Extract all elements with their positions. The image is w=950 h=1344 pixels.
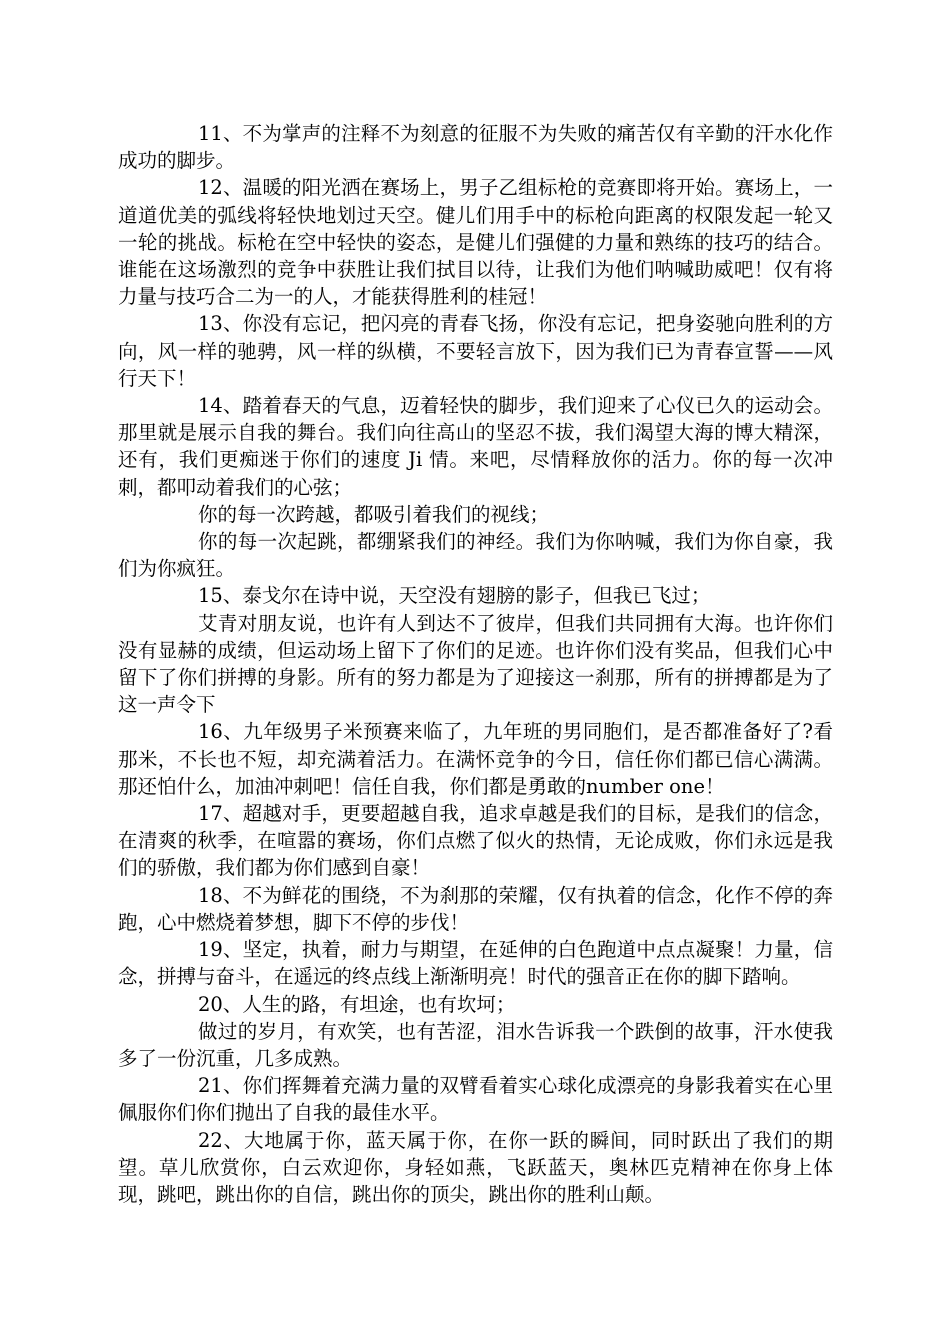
paragraph-20-continued: 做过的岁月，有欢笑，也有苦涩，泪水告诉我一个跌倒的故事，汗水使我多了一份沉重，几多成熟。	[118, 1019, 833, 1070]
paragraph-13: 13、你没有忘记，把闪亮的青春飞扬，你没有忘记，把身姿驰向胜利的方向，风一样的驰骋，风一样的纵横，不要轻言放下，因为我们已为青春宣誓——风行天下！	[118, 312, 833, 390]
paragraph-22: 22、大地属于你，蓝天属于你，在你一跃的瞬间，同时跃出了我们的期望。草儿欣赏你，白云欢迎你，身轻如燕，飞跃蓝天，奥林匹克精神在你身上体现，跳吧，跳出你的自信，跳出你的顶尖，跳出你的胜利山颠。	[118, 1128, 833, 1206]
document-page	[118, 120, 833, 1208]
paragraph-14-continued-2: 你的每一次起跳，都绷紧我们的神经。我们为你呐喊，我们为你自豪，我们为你疯狂。	[118, 530, 833, 581]
paragraph-21: 21、你们挥舞着充满力量的双臂看着实心球化成漂亮的身影我着实在心里佩服你们你们抛出了自我的最佳水平。	[118, 1074, 833, 1125]
paragraph-17: 17、超越对手，更要超越自我，追求卓越是我们的目标，是我们的信念，在清爽的秋季，在喧嚣的赛场，你们点燃了似火的热情，无论成败，你们永远是我们的骄傲，我们都为你们感到自豪！	[118, 802, 833, 880]
paragraph-15-continued: 艾青对朋友说，也许有人到达不了彼岸，但我们共同拥有大海。也许你们没有显赫的成绩，但运动场上留下了你们的足迹。也许你们没有奖品，但我们心中留下了你们拼搏的身影。所有的努力都是为了迎接这一刹那，所有的拼搏都是为了这一声令下	[118, 611, 833, 717]
paragraph-19: 19、坚定，执着，耐力与期望，在延伸的白色跑道中点点凝聚！力量，信念，拼搏与奋斗，在遥远的终点线上渐渐明亮！时代的强音正在你的脚下踏响。	[118, 938, 833, 989]
paragraph-11: 11、不为掌声的注释不为刻意的征服不为失败的痛苦仅有辛勤的汗水化作成功的脚步。	[118, 122, 833, 173]
paragraph-14-continued-1: 你的每一次跨越，都吸引着我们的视线；	[198, 502, 550, 526]
paragraph-15: 15、泰戈尔在诗中说，天空没有翅膀的影子，但我已飞过；	[198, 584, 711, 608]
paragraph-12: 12、温暖的阳光洒在赛场上，男子乙组标枪的竞赛即将开始。赛场上，一道道优美的弧线将轻快地划过天空。健儿们用手中的标枪向距离的权限发起一轮又一轮的挑战。标枪在空中轻快的姿态，是健儿们强健的力量和熟练的技巧的结合。谁能在这场激烈的竞争中获胜让我们拭目以待，让我们为他们呐喊助威吧！仅有将力量与技巧合二为一的人，才能获得胜利的桂冠！	[118, 176, 833, 309]
paragraph-20: 20、人生的路，有坦途，也有坎坷；	[198, 992, 516, 1016]
paragraph-14: 14、踏着春天的气息，迈着轻快的脚步，我们迎来了心仪已久的运动会。那里就是展示自我的舞台。我们向往高山的坚忍不拔，我们渴望大海的博大精深，还有，我们更痴迷于你们的速度 Ji 情。来吧，尽情释放你的活力。你的每一次冲刺，都叩动着我们的心弦；	[118, 394, 833, 499]
paragraph-18: 18、不为鲜花的围绕，不为刹那的荣耀，仅有执着的信念，化作不停的奔跑，心中燃烧着梦想，脚下不停的步伐！	[118, 883, 833, 934]
paragraph-16: 16、九年级男子米预赛来临了，九年班的男同胞们，是否都准备好了?看那米，不长也不短，却充满着活力。在满怀竞争的今日，信任你们都已信心满满。那还怕什么，加油冲刺吧！信任自我，你们都是勇敢的number one！	[118, 720, 833, 798]
